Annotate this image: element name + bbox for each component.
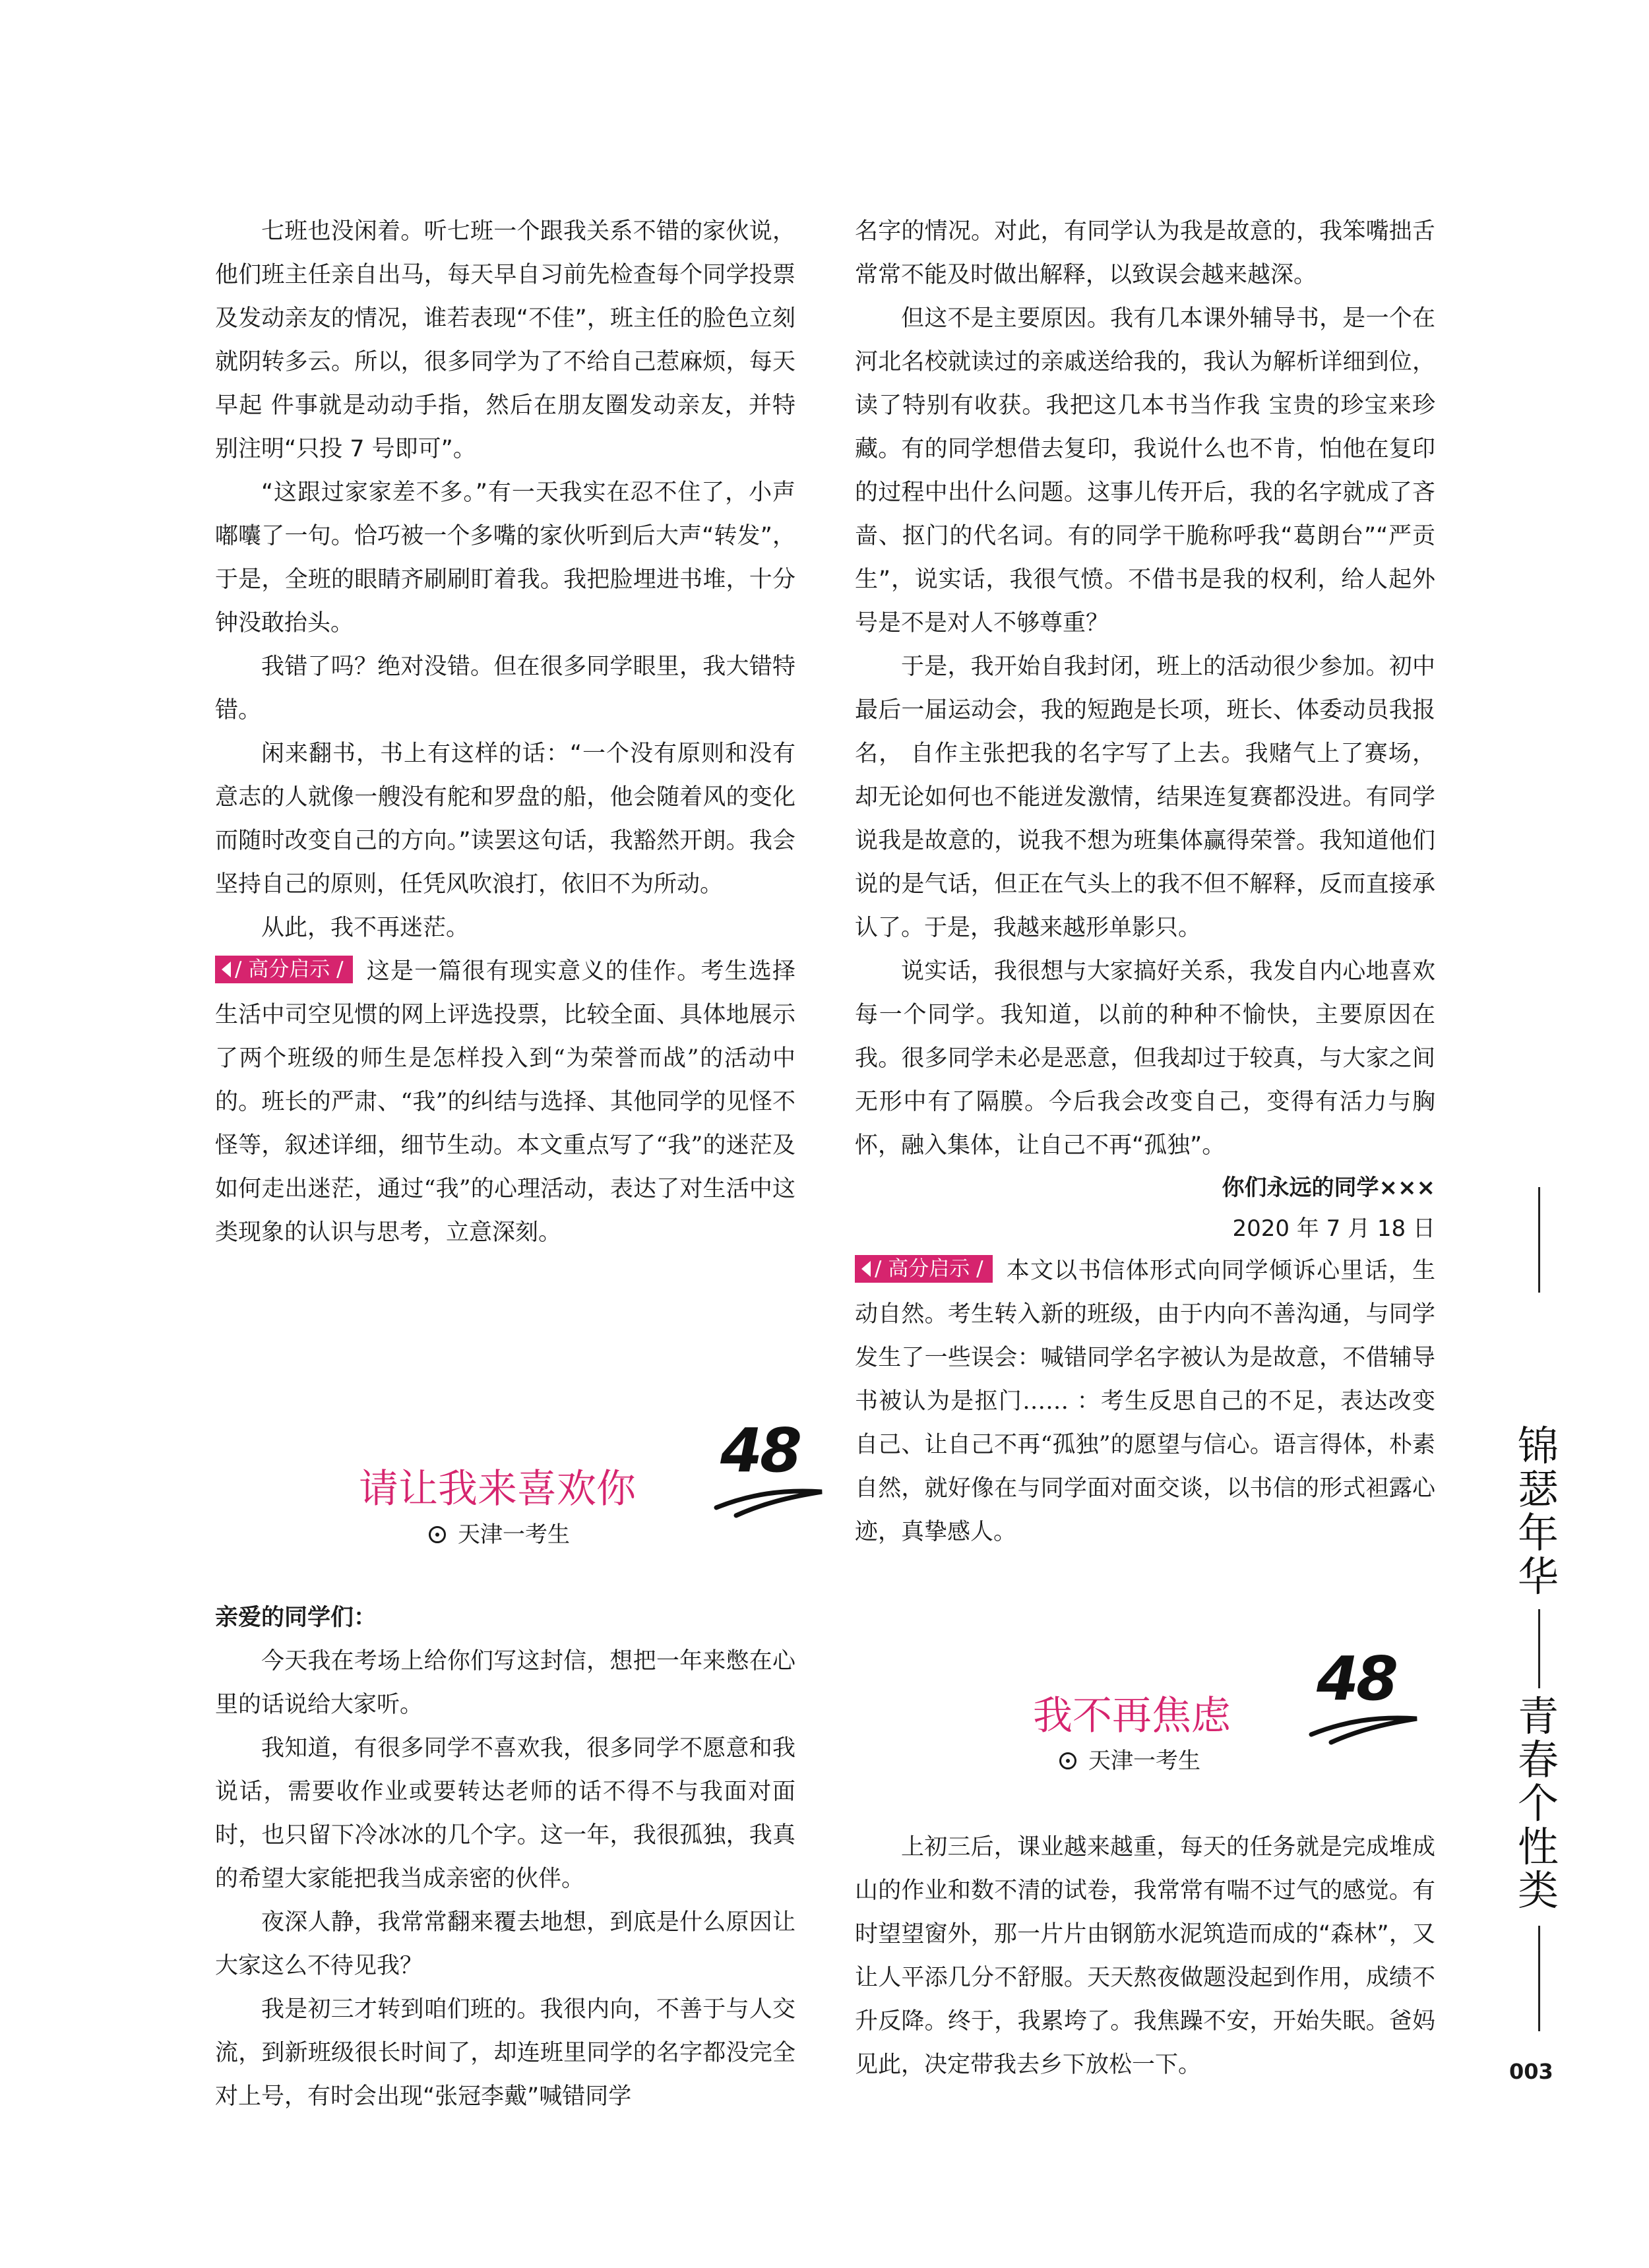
paragraph: 我知道，有很多同学不喜欢我，很多同学不愿意和我说话，需要收作业或要转达老师的话不得不与我面对面时，也只留下冷冰冰的几个字。这一年，我很孤独，我真的希望大家能把我当成亲密的伙伴。 bbox=[215, 1735, 795, 1892]
section-category: 青 春 个 性 类 bbox=[1517, 1692, 1559, 1915]
section-title bbox=[1512, 1422, 1565, 1601]
paragraph: 说实话，我很想与大家搞好关系，我发自内心地喜欢每一个同学。我知道，以前的种种不愉快，主要原因在我。很多同学未必是恶意，但我却过于较真，与大家之间无形中有了隔膜。今后我会改变自己，变得有活力与胸怀，融入集体，让自己不再“孤独”。 bbox=[855, 958, 1435, 1159]
sidebar-rule bbox=[1538, 1926, 1540, 2031]
paragraph: 七班也没闲着。听七班一个跟我关系不错的家伙说，他们班主任亲自出马，每天早自习前先检查每个同学投票及发动亲友的情况，谁若表现“不佳”，班主任的脸色立刻就阴转多云。所以，很多同学为了不给自己惹麻烦，每天早起 件事就是动动手指，然后在朋友圈发动亲友，并特别注明“只投 7 号即可”。 bbox=[215, 218, 795, 462]
paragraph: 名字的情况。对此，有同学认为我是故意的，我笨嘴拙舌常常不能及时做出解释，以致误会越来越深。 bbox=[855, 218, 1435, 288]
score-number: 48 bbox=[720, 1415, 800, 1486]
triangle-icon bbox=[222, 962, 231, 977]
commentary-text: 这是一篇很有现实意义的佳作。考生选择生活中司空见惯的网上评选投票，比较全面、具体地展示了两个班级的师生是怎样投入到“为荣誉而战”的活动中的。班长的严肃、“我”的纠结与选择、其他同学的见怪不怪等，叙述详细，细节生动。本文重点写了“我”的迷茫及如何走出迷茫，通过“我”的心理活动，表达了对生活中这类现象的认识与思考，立意深刻。 bbox=[215, 958, 795, 1246]
article3-body bbox=[855, 1825, 1435, 2087]
paragraph: 今天我在考场上给你们写这封信，想把一年来憋在心里的话说给大家听。 bbox=[215, 1648, 795, 1718]
letter-signature: 你们永远的同学××× bbox=[1222, 1175, 1435, 1201]
left-column bbox=[215, 210, 795, 1254]
author: 天津一考生 bbox=[1088, 1748, 1200, 1774]
page-number: 003 bbox=[1509, 2059, 1553, 2084]
paragraph: 闲来翻书，书上有这样的话：“一个没有原则和没有意志的人就像一艘没有舵和罗盘的船，他会随着风的变化而随时改变自己的方向。”读罢这句话，我豁然开朗。我会坚持自己的原则，任凭风吹浪打，依旧不为所动。 bbox=[215, 741, 795, 898]
paragraph: 但这不是主要原因。我有几本课外辅导书，是一个在河北名校就读过的亲戚送给我的，我认为解析详细到位，读了特别有收获。我把这几本书当作我 宝贵的珍宝来珍藏。有的同学想借去复印，我说什么也不肯，怕他在复印的过程中出什么问题。这事儿传开后，我的名字就成了吝啬、抠门的代名词。有的同学干脆称呼我“葛朗台”“严贡生”，说实话，我很气愤。不借书是我的权利，给人起外号是不是对人不够尊重？ bbox=[855, 305, 1435, 636]
byline bbox=[429, 1520, 570, 1549]
letter-greeting: 亲爱的同学们： bbox=[215, 1605, 377, 1631]
swoosh-decoration bbox=[710, 1475, 828, 1521]
commentary-badge bbox=[215, 956, 353, 983]
byline bbox=[1059, 1746, 1200, 1775]
section-name: 锦 瑟 年 华 bbox=[1517, 1422, 1559, 1601]
letter-date: 2020 年 7 月 18 日 bbox=[1232, 1215, 1435, 1242]
sidebar-rule bbox=[1538, 1187, 1540, 1293]
commentary-block bbox=[855, 1249, 1435, 1554]
sidebar-rule bbox=[1538, 1609, 1540, 1688]
paragraph: 我是初三才转到咱们班的。我很内向，不善于与人交流，到新班级很长时间了，却连班里同学的名字都没完全对上号，有时会出现“张冠李戴”喊错同学 bbox=[215, 1996, 795, 2110]
score-number: 48 bbox=[1317, 1643, 1396, 1714]
paragraph: “这跟过家家差不多。”有一天我实在忍不住了，小声嘟囔了一句。恰巧被一个多嘴的家伙听到后大声“转发”，于是，全班的眼睛齐刷刷盯着我。我把脸埋进书堆，十分钟没敢抬头。 bbox=[215, 479, 795, 636]
paragraph: 上初三后，课业越来越重，每天的任务就是完成堆成山的作业和数不清的试卷，我常常有喘不过气的感觉。有时望望窗外，那一片片由钢筋水泥筑造而成的“森林”，又让人平添几分不舒服。天天熬夜做题没起到作用，成绩不升反降。终于，我累垮了。我焦躁不安，开始失眠。爸妈见此，决定带我去乡下放松一下。 bbox=[855, 1834, 1435, 2078]
section-subtitle bbox=[1512, 1692, 1565, 1915]
triangle-icon bbox=[861, 1261, 871, 1277]
author: 天津一考生 bbox=[458, 1521, 570, 1548]
commentary-text: 本文以书信体形式向同学倾诉心里话，生动自然。考生转入新的班级，由于内向不善沟通，与同学发生了一些误会：喊错同学名字被认为是故意，不借辅导书被认为是抠门…… ：考生反思自己的不足，表达改变自己、让自己不再“孤独”的愿望与信心。语言得体，朴素自然，就好像在与同学面对面交谈，以书信的形式袒露心迹，真挚感人。 bbox=[855, 1258, 1435, 1545]
commentary-badge bbox=[855, 1255, 993, 1283]
paragraph: 于是，我开始自我封闭，班上的活动很少参加。初中最后一届运动会，我的短跑是长项，班长、体委动员我报名， 自作主张把我的名字写了上去。我赌气上了赛场，却无论如何也不能迸发激情，结果连复赛都没进。有同学说我是故意的，说我不想为班集体赢得荣誉。我知道他们说的是气话，但正在气头上的我不但不解释，反而直接承认了。于是，我越来越形单影只。 bbox=[855, 654, 1435, 941]
swoosh-decoration bbox=[1305, 1701, 1423, 1748]
commentary-label: / 高分启示 / bbox=[235, 958, 344, 981]
right-column bbox=[855, 210, 1435, 1554]
commentary-label: / 高分启示 / bbox=[875, 1257, 983, 1281]
paragraph: 从此，我不再迷茫。 bbox=[261, 915, 470, 941]
commentary-block bbox=[215, 950, 795, 1254]
article-title: 我不再焦虑 bbox=[1033, 1693, 1231, 1739]
article2-body bbox=[215, 1596, 795, 2118]
circle-dot-icon bbox=[429, 1526, 446, 1543]
circle-dot-icon bbox=[1059, 1752, 1076, 1769]
paragraph: 我错了吗？绝对没错。但在很多同学眼里，我大错特错。 bbox=[215, 654, 795, 723]
article-title: 请让我来喜欢你 bbox=[359, 1466, 636, 1512]
paragraph: 夜深人静，我常常翻来覆去地想，到底是什么原因让大家这么不待见我？ bbox=[215, 1909, 795, 1979]
